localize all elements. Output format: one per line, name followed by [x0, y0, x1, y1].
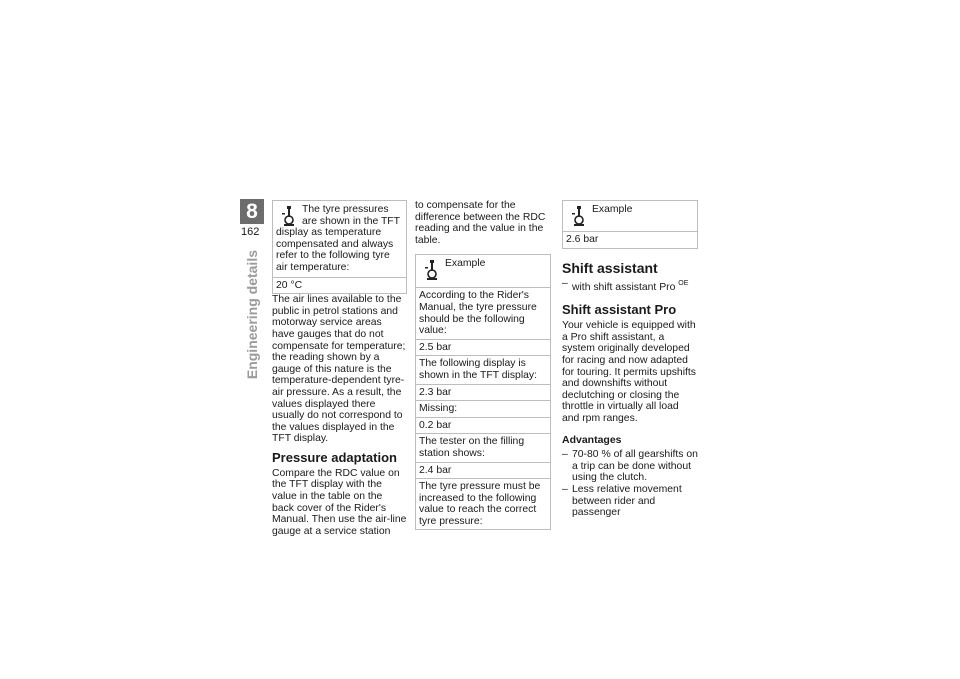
example-row: 0.2 bar	[416, 417, 550, 434]
example-row: Missing:	[416, 400, 550, 417]
option-superscript: OE	[678, 279, 689, 287]
note-box	[272, 200, 407, 294]
advantage-item: – Less relative movement between rider and passenger	[562, 484, 698, 519]
column-3	[562, 200, 698, 519]
example-label: Example	[445, 258, 486, 270]
example-value: 2.6 bar	[563, 231, 697, 248]
option-item	[562, 278, 698, 294]
example-label: Example	[592, 204, 633, 215]
example-row: The tester on the filling station shows:	[416, 433, 550, 461]
column-1	[272, 200, 407, 537]
example-row: According to the Rider's Manual, the tyre pressure should be the following value:	[416, 287, 550, 338]
advantage-item: – 70-80 % of all gearshifts on a trip can be done without using the clutch.	[562, 449, 698, 484]
page-number: 162	[241, 226, 260, 238]
example-row: The tyre pressure must be increased to the following value to reach the correct tyre pressure:	[416, 478, 550, 529]
option-text: with shift assistant Pro	[572, 281, 676, 293]
chapter-title: Engineering details	[244, 250, 260, 380]
heading-shift-assistant: Shift assistant	[562, 259, 658, 276]
note-box-head	[273, 201, 406, 277]
example-box-2	[562, 200, 698, 249]
example-row: 2.4 bar	[416, 462, 550, 479]
paragraph-compare: Compare the RDC value on the TFT display with the value in the table on the back cover of the Rider's Manual. Then use the air-line gauge at a service station	[272, 467, 407, 537]
heading-pressure-adaptation: Pressure adaptation	[272, 449, 397, 465]
tyre-gauge-icon	[425, 259, 439, 281]
paragraph-compensate: to compensate for the difference between the RDC reading and the value in the table.	[415, 200, 546, 246]
tyre-gauge-icon	[572, 205, 586, 227]
example-row: 2.3 bar	[416, 384, 550, 401]
column-2	[415, 200, 551, 530]
note-text: The tyre pressures are shown in the TFT display as temperature compensated and always refer to the following tyre air temperature:	[276, 204, 400, 273]
example-row: The following display is shown in the TFT display:	[416, 355, 550, 383]
tyre-gauge-icon	[282, 205, 296, 227]
chapter-number: 8	[240, 199, 264, 224]
chapter-title-wrap	[244, 250, 266, 380]
example-box-1-head	[416, 255, 550, 287]
example-row: 2.5 bar	[416, 339, 550, 356]
example-box-2-head	[563, 201, 697, 231]
heading-shift-assistant-pro: Shift assistant Pro	[562, 302, 677, 318]
paragraph-air-lines: The air lines available to the public in petrol stations and motorway service areas have gauges that do not compensate for temperature; the reading shown by a gauge of this nature is the temperature-dependent tyre-air pressure. As a result, the values displayed there usually do not correspond to the values displayed in the TFT display.	[272, 294, 406, 445]
paragraph-shift-pro: Your vehicle is equipped with a Pro shift assistant, a system originally developed for racing and now adapted for touring. It permits upshifts and downshifts without declutching or closing the throttle in virtually all load and rpm ranges.	[562, 320, 696, 424]
example-box-1	[415, 254, 551, 530]
note-value: 20 °C	[273, 277, 406, 294]
heading-advantages: Advantages	[562, 433, 622, 446]
